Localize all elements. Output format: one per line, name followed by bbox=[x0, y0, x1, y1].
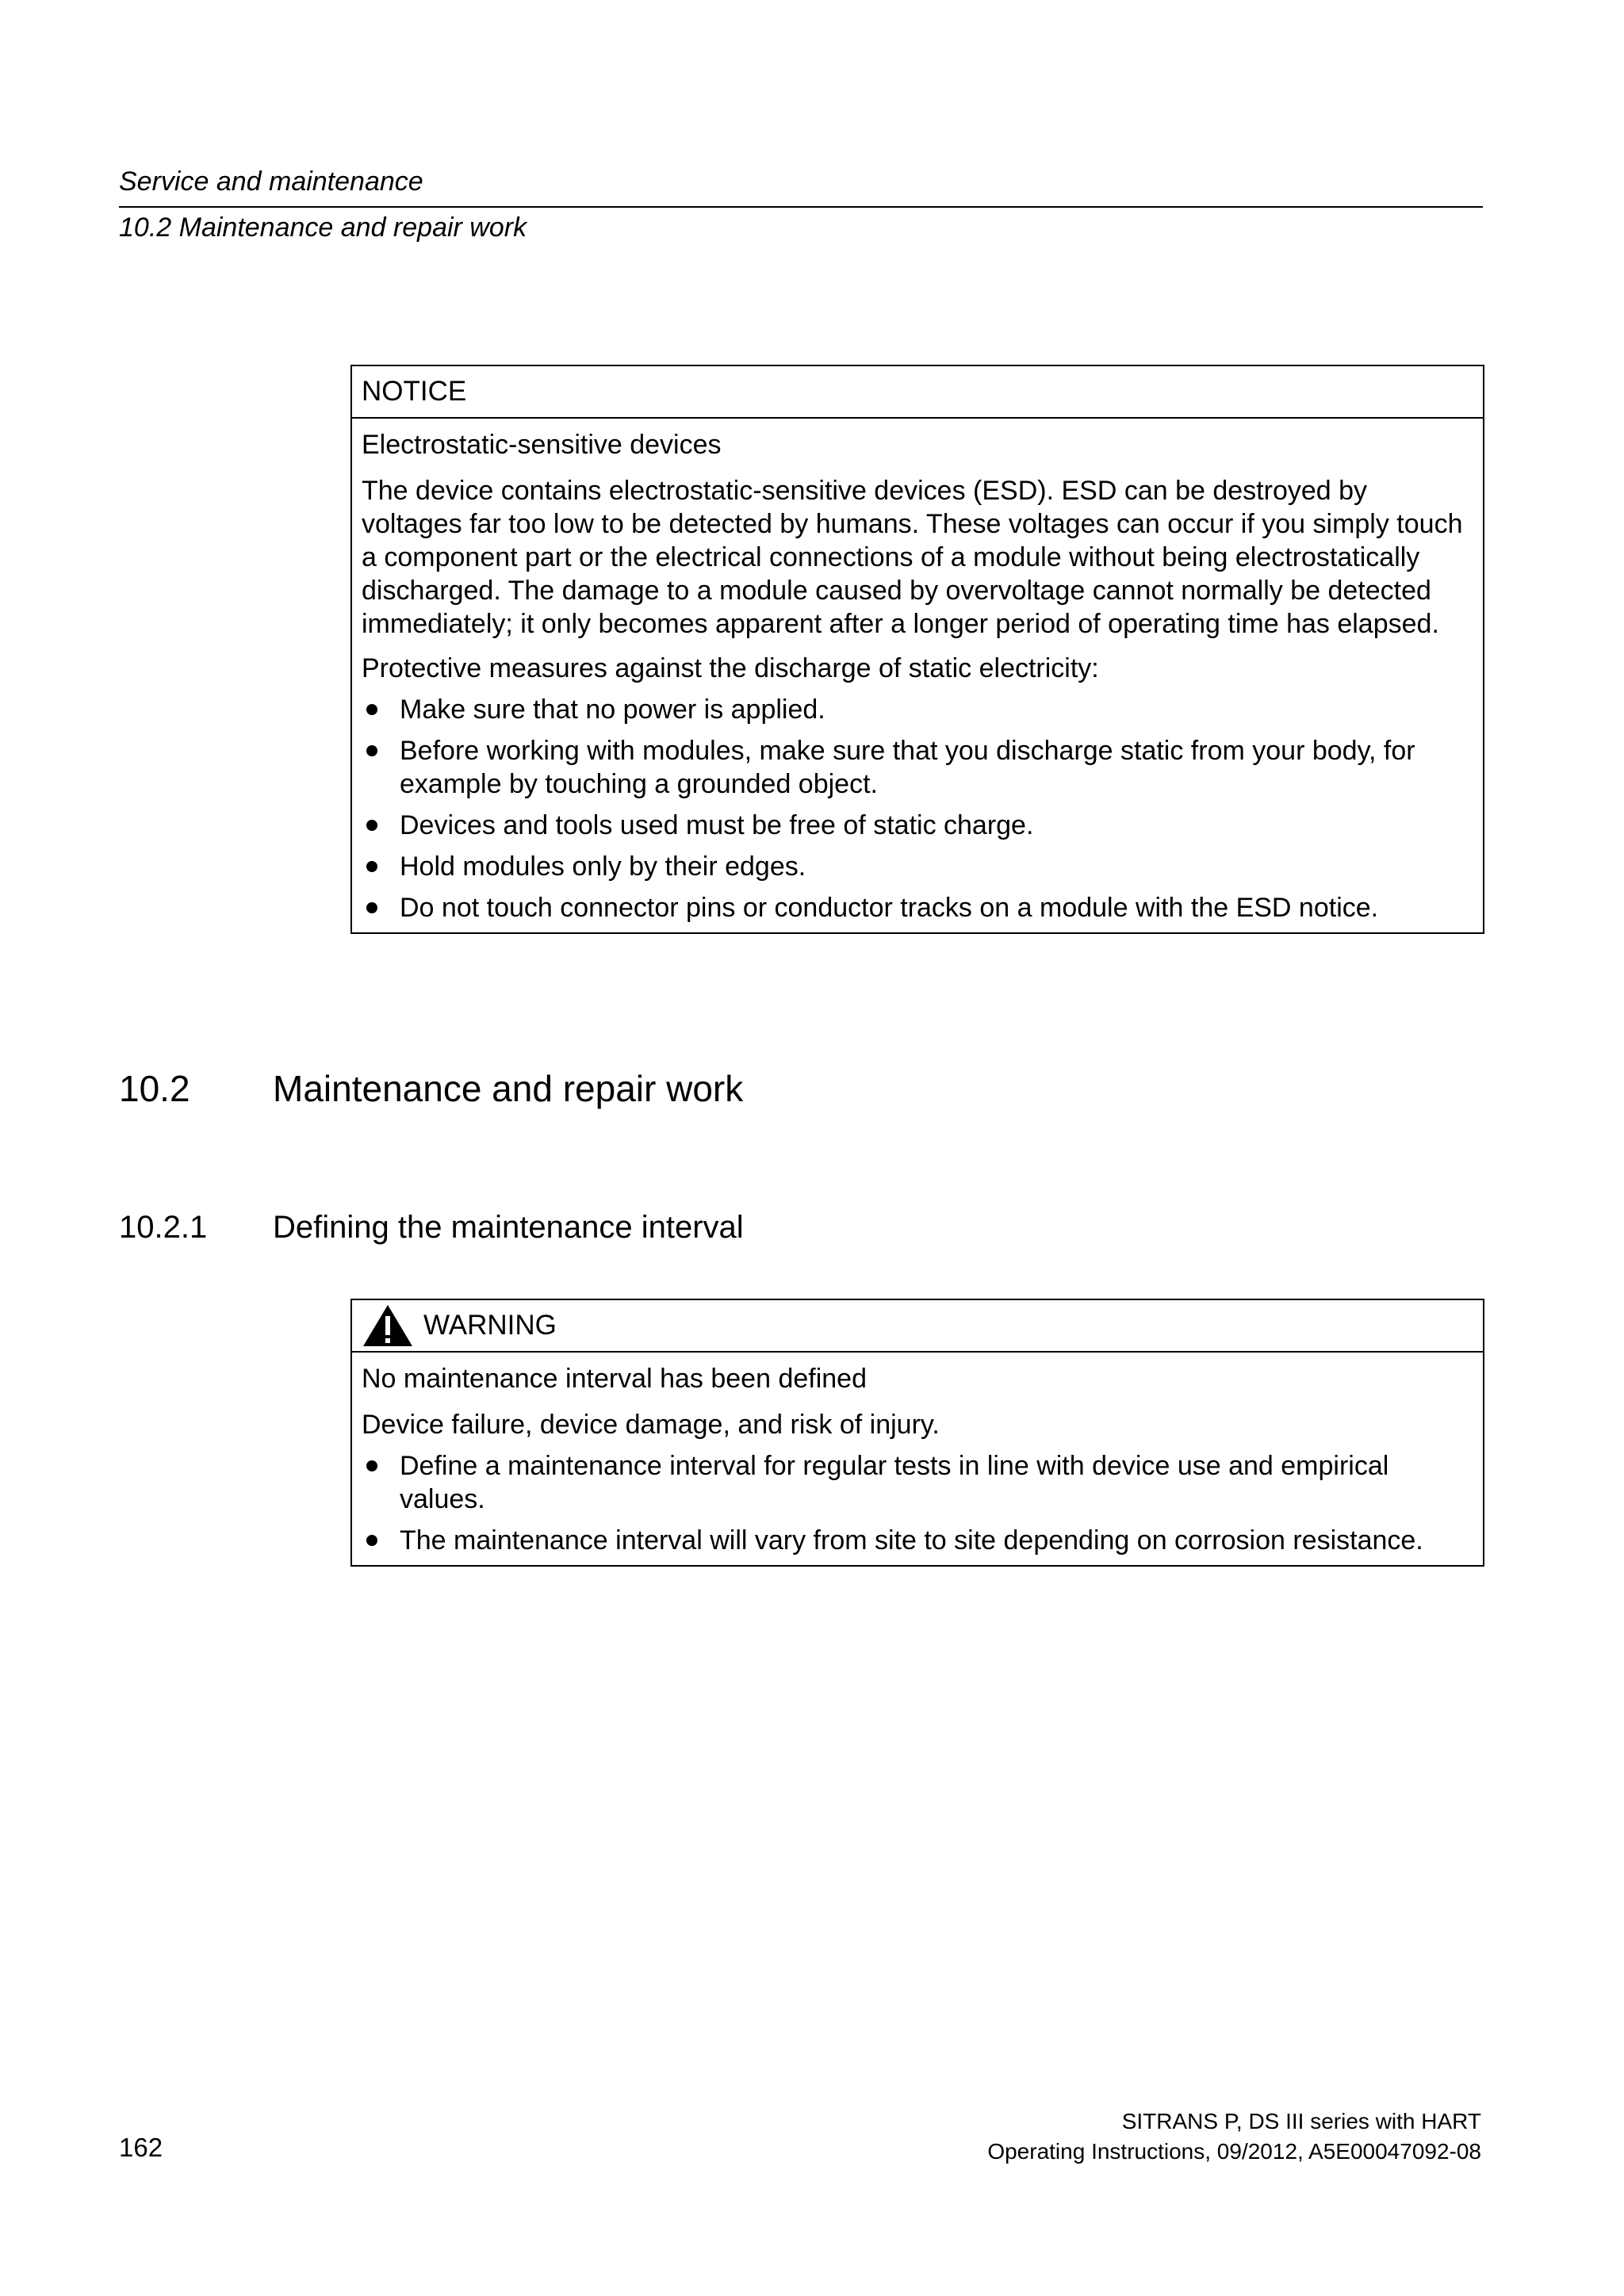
warning-bullet-list bbox=[362, 1449, 1473, 1557]
running-header-chapter: Service and maintenance bbox=[119, 166, 423, 197]
notice-paragraph: The device contains electrostatic-sensitive devices (ESD). ESD can be destroyed by voltages far too low to be detected by humans. These voltages can occur if you simply touch a component part or the electrical connections of a module without being electrostatically discharged. The damage to a module caused by overvoltage cannot normally be detected immediately; it only becomes apparent after a longer period of operating time has elapsed. bbox=[362, 476, 1463, 639]
warning-box bbox=[350, 1299, 1484, 1567]
notice-bullet-list bbox=[362, 693, 1473, 924]
warning-title: No maintenance interval has been defined bbox=[362, 1364, 867, 1394]
bullet-icon bbox=[366, 704, 377, 715]
list-item: Do not touch connector pins or conductor tracks on a module with the ESD notice. bbox=[362, 891, 1473, 924]
subsection-number: 10.2.1 bbox=[119, 1210, 208, 1245]
warning-label: WARNING bbox=[423, 1310, 557, 1341]
warning-triangle-icon bbox=[362, 1303, 414, 1348]
list-item: Define a maintenance interval for regular tests in line with device use and empirical values. bbox=[362, 1449, 1473, 1516]
list-item: The maintenance interval will vary from site to site depending on corrosion resistance. bbox=[362, 1524, 1473, 1557]
bullet-icon bbox=[366, 745, 377, 756]
notice-header bbox=[352, 366, 1483, 419]
bullet-icon bbox=[366, 1535, 377, 1546]
notice-measures-intro: Protective measures against the discharge of static electricity: bbox=[362, 653, 1099, 683]
notice-body bbox=[352, 419, 1483, 932]
bullet-icon bbox=[366, 861, 377, 872]
list-item: Devices and tools used must be free of static charge. bbox=[362, 809, 1473, 842]
warning-header bbox=[352, 1300, 1483, 1353]
subsection-title: Defining the maintenance interval bbox=[273, 1210, 744, 1245]
running-header-section: 10.2 Maintenance and repair work bbox=[119, 212, 527, 243]
notice-title: Electrostatic-sensitive devices bbox=[362, 430, 722, 460]
footer-doc-info: Operating Instructions, 09/2012, A5E00047092-08 bbox=[987, 2139, 1481, 2164]
bullet-icon bbox=[366, 1460, 377, 1471]
notice-label: NOTICE bbox=[362, 376, 467, 407]
list-item: Make sure that no power is applied. bbox=[362, 693, 1473, 726]
notice-box bbox=[350, 365, 1484, 934]
list-item: Hold modules only by their edges. bbox=[362, 850, 1473, 883]
section-title: Maintenance and repair work bbox=[273, 1068, 744, 1109]
warning-body bbox=[352, 1353, 1483, 1565]
section-number: 10.2 bbox=[119, 1068, 190, 1109]
page-number: 162 bbox=[119, 2133, 163, 2162]
bullet-icon bbox=[366, 902, 377, 913]
warning-paragraph: Device failure, device damage, and risk of injury. bbox=[362, 1410, 940, 1440]
header-divider bbox=[119, 206, 1483, 208]
bullet-icon bbox=[366, 820, 377, 831]
footer-product: SITRANS P, DS III series with HART bbox=[1121, 2109, 1481, 2133]
list-item: Before working with modules, make sure that you discharge static from your body, for example by touching a grounded object. bbox=[362, 734, 1473, 801]
